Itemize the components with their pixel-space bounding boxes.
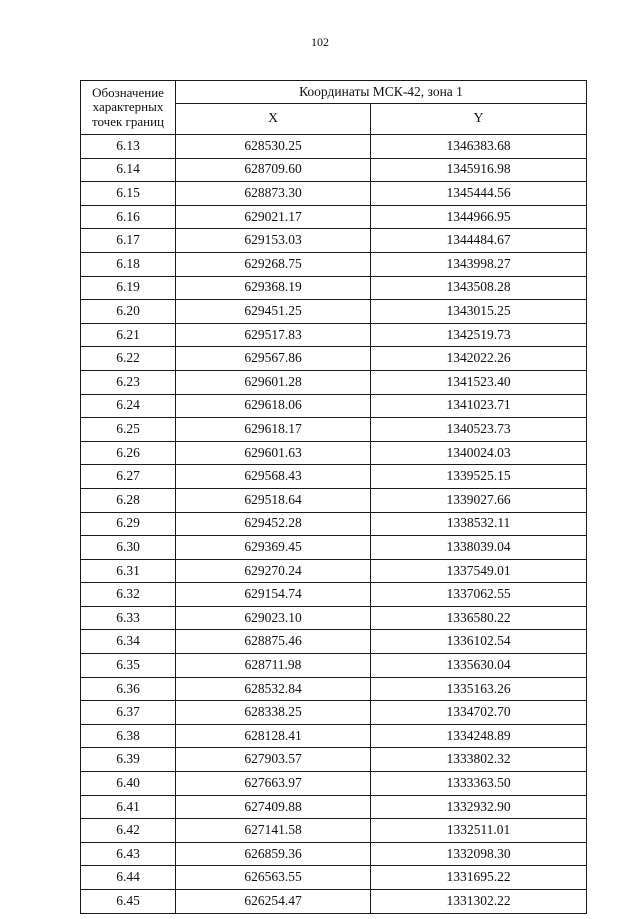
point-cell: 6.43 bbox=[81, 842, 176, 866]
point-cell: 6.32 bbox=[81, 583, 176, 607]
y-coordinate-cell: 1339027.66 bbox=[371, 488, 587, 512]
table-row bbox=[81, 323, 587, 347]
point-cell: 6.40 bbox=[81, 772, 176, 796]
x-coordinate-cell: 627141.58 bbox=[176, 819, 371, 843]
point-cell: 6.15 bbox=[81, 182, 176, 206]
y-coordinate-cell: 1338039.04 bbox=[371, 536, 587, 560]
point-cell: 6.20 bbox=[81, 300, 176, 324]
y-coordinate-cell: 1334248.89 bbox=[371, 724, 587, 748]
x-coordinate-cell: 629452.28 bbox=[176, 512, 371, 536]
x-coordinate-cell: 627409.88 bbox=[176, 795, 371, 819]
y-coordinate-cell: 1341023.71 bbox=[371, 394, 587, 418]
table-row bbox=[81, 347, 587, 371]
y-coordinate-cell: 1344484.67 bbox=[371, 229, 587, 253]
table-row bbox=[81, 252, 587, 276]
point-cell: 6.14 bbox=[81, 158, 176, 182]
y-coordinate-cell: 1344966.95 bbox=[371, 205, 587, 229]
y-coordinate-cell: 1338532.11 bbox=[371, 512, 587, 536]
y-coordinate-cell: 1336580.22 bbox=[371, 606, 587, 630]
point-cell: 6.34 bbox=[81, 630, 176, 654]
point-cell: 6.41 bbox=[81, 795, 176, 819]
x-coordinate-cell: 629568.43 bbox=[176, 465, 371, 489]
table-row bbox=[81, 370, 587, 394]
x-coordinate-cell: 628875.46 bbox=[176, 630, 371, 654]
point-cell: 6.19 bbox=[81, 276, 176, 300]
table-row bbox=[81, 772, 587, 796]
point-cell: 6.31 bbox=[81, 559, 176, 583]
y-coordinate-cell: 1342519.73 bbox=[371, 323, 587, 347]
coordinates-table bbox=[80, 80, 587, 914]
table-row bbox=[81, 842, 587, 866]
x-coordinate-cell: 629369.45 bbox=[176, 536, 371, 560]
point-cell: 6.13 bbox=[81, 135, 176, 159]
table-row bbox=[81, 300, 587, 324]
x-coordinate-cell: 629601.28 bbox=[176, 370, 371, 394]
point-cell: 6.25 bbox=[81, 418, 176, 442]
y-coordinate-cell: 1332098.30 bbox=[371, 842, 587, 866]
table-row bbox=[81, 724, 587, 748]
y-coordinate-cell: 1343015.25 bbox=[371, 300, 587, 324]
point-cell: 6.21 bbox=[81, 323, 176, 347]
y-coordinate-cell: 1332511.01 bbox=[371, 819, 587, 843]
table-row bbox=[81, 606, 587, 630]
y-coordinate-cell: 1335630.04 bbox=[371, 654, 587, 678]
table-row bbox=[81, 418, 587, 442]
point-cell: 6.45 bbox=[81, 890, 176, 914]
x-coordinate-cell: 626563.55 bbox=[176, 866, 371, 890]
x-coordinate-cell: 628128.41 bbox=[176, 724, 371, 748]
table-body bbox=[81, 135, 587, 914]
x-coordinate-cell: 629618.17 bbox=[176, 418, 371, 442]
x-coordinate-cell: 629567.86 bbox=[176, 347, 371, 371]
point-cell: 6.24 bbox=[81, 394, 176, 418]
table-row bbox=[81, 135, 587, 159]
table-row bbox=[81, 229, 587, 253]
point-cell: 6.28 bbox=[81, 488, 176, 512]
table-row bbox=[81, 182, 587, 206]
table-row bbox=[81, 488, 587, 512]
x-coordinate-cell: 628709.60 bbox=[176, 158, 371, 182]
point-cell: 6.26 bbox=[81, 441, 176, 465]
y-coordinate-cell: 1335163.26 bbox=[371, 677, 587, 701]
point-cell: 6.29 bbox=[81, 512, 176, 536]
header-designation: Обозначение характерных точек границ bbox=[81, 81, 176, 135]
table-row bbox=[81, 748, 587, 772]
x-coordinate-cell: 627903.57 bbox=[176, 748, 371, 772]
table-row bbox=[81, 866, 587, 890]
point-cell: 6.17 bbox=[81, 229, 176, 253]
y-coordinate-cell: 1343998.27 bbox=[371, 252, 587, 276]
x-coordinate-cell: 628711.98 bbox=[176, 654, 371, 678]
y-coordinate-cell: 1331695.22 bbox=[371, 866, 587, 890]
y-coordinate-cell: 1337549.01 bbox=[371, 559, 587, 583]
x-coordinate-cell: 629368.19 bbox=[176, 276, 371, 300]
header-coordinates: Координаты МСК-42, зона 1 bbox=[176, 81, 587, 104]
point-cell: 6.22 bbox=[81, 347, 176, 371]
y-coordinate-cell: 1337062.55 bbox=[371, 583, 587, 607]
point-cell: 6.42 bbox=[81, 819, 176, 843]
table-row bbox=[81, 819, 587, 843]
y-coordinate-cell: 1346383.68 bbox=[371, 135, 587, 159]
y-coordinate-cell: 1336102.54 bbox=[371, 630, 587, 654]
table-row bbox=[81, 441, 587, 465]
y-coordinate-cell: 1339525.15 bbox=[371, 465, 587, 489]
table-row bbox=[81, 394, 587, 418]
point-cell: 6.16 bbox=[81, 205, 176, 229]
x-coordinate-cell: 629153.03 bbox=[176, 229, 371, 253]
x-coordinate-cell: 628530.25 bbox=[176, 135, 371, 159]
header-x: X bbox=[176, 104, 371, 135]
header-y: Y bbox=[371, 104, 587, 135]
x-coordinate-cell: 628873.30 bbox=[176, 182, 371, 206]
x-coordinate-cell: 629601.63 bbox=[176, 441, 371, 465]
table-row bbox=[81, 536, 587, 560]
x-coordinate-cell: 629517.83 bbox=[176, 323, 371, 347]
point-cell: 6.44 bbox=[81, 866, 176, 890]
table-header-row bbox=[81, 81, 587, 104]
point-cell: 6.27 bbox=[81, 465, 176, 489]
y-coordinate-cell: 1333802.32 bbox=[371, 748, 587, 772]
point-cell: 6.35 bbox=[81, 654, 176, 678]
y-coordinate-cell: 1342022.26 bbox=[371, 347, 587, 371]
table-row bbox=[81, 654, 587, 678]
table-row bbox=[81, 701, 587, 725]
table-row bbox=[81, 583, 587, 607]
x-coordinate-cell: 629021.17 bbox=[176, 205, 371, 229]
x-coordinate-cell: 626859.36 bbox=[176, 842, 371, 866]
y-coordinate-cell: 1340024.03 bbox=[371, 441, 587, 465]
table-row bbox=[81, 158, 587, 182]
point-cell: 6.38 bbox=[81, 724, 176, 748]
y-coordinate-cell: 1333363.50 bbox=[371, 772, 587, 796]
table-row bbox=[81, 276, 587, 300]
x-coordinate-cell: 629270.24 bbox=[176, 559, 371, 583]
table-row bbox=[81, 465, 587, 489]
point-cell: 6.33 bbox=[81, 606, 176, 630]
x-coordinate-cell: 629518.64 bbox=[176, 488, 371, 512]
x-coordinate-cell: 629023.10 bbox=[176, 606, 371, 630]
x-coordinate-cell: 626254.47 bbox=[176, 890, 371, 914]
table-row bbox=[81, 890, 587, 914]
x-coordinate-cell: 628338.25 bbox=[176, 701, 371, 725]
y-coordinate-cell: 1334702.70 bbox=[371, 701, 587, 725]
y-coordinate-cell: 1343508.28 bbox=[371, 276, 587, 300]
table-row bbox=[81, 512, 587, 536]
x-coordinate-cell: 629154.74 bbox=[176, 583, 371, 607]
table-row bbox=[81, 205, 587, 229]
table-row bbox=[81, 795, 587, 819]
point-cell: 6.39 bbox=[81, 748, 176, 772]
y-coordinate-cell: 1332932.90 bbox=[371, 795, 587, 819]
x-coordinate-cell: 627663.97 bbox=[176, 772, 371, 796]
x-coordinate-cell: 628532.84 bbox=[176, 677, 371, 701]
y-coordinate-cell: 1345916.98 bbox=[371, 158, 587, 182]
y-coordinate-cell: 1331302.22 bbox=[371, 890, 587, 914]
table-row bbox=[81, 559, 587, 583]
x-coordinate-cell: 629451.25 bbox=[176, 300, 371, 324]
y-coordinate-cell: 1345444.56 bbox=[371, 182, 587, 206]
point-cell: 6.37 bbox=[81, 701, 176, 725]
table-row bbox=[81, 630, 587, 654]
point-cell: 6.30 bbox=[81, 536, 176, 560]
y-coordinate-cell: 1341523.40 bbox=[371, 370, 587, 394]
point-cell: 6.18 bbox=[81, 252, 176, 276]
x-coordinate-cell: 629268.75 bbox=[176, 252, 371, 276]
point-cell: 6.36 bbox=[81, 677, 176, 701]
x-coordinate-cell: 629618.06 bbox=[176, 394, 371, 418]
y-coordinate-cell: 1340523.73 bbox=[371, 418, 587, 442]
page-number: 102 bbox=[311, 35, 329, 49]
table-row bbox=[81, 677, 587, 701]
point-cell: 6.23 bbox=[81, 370, 176, 394]
